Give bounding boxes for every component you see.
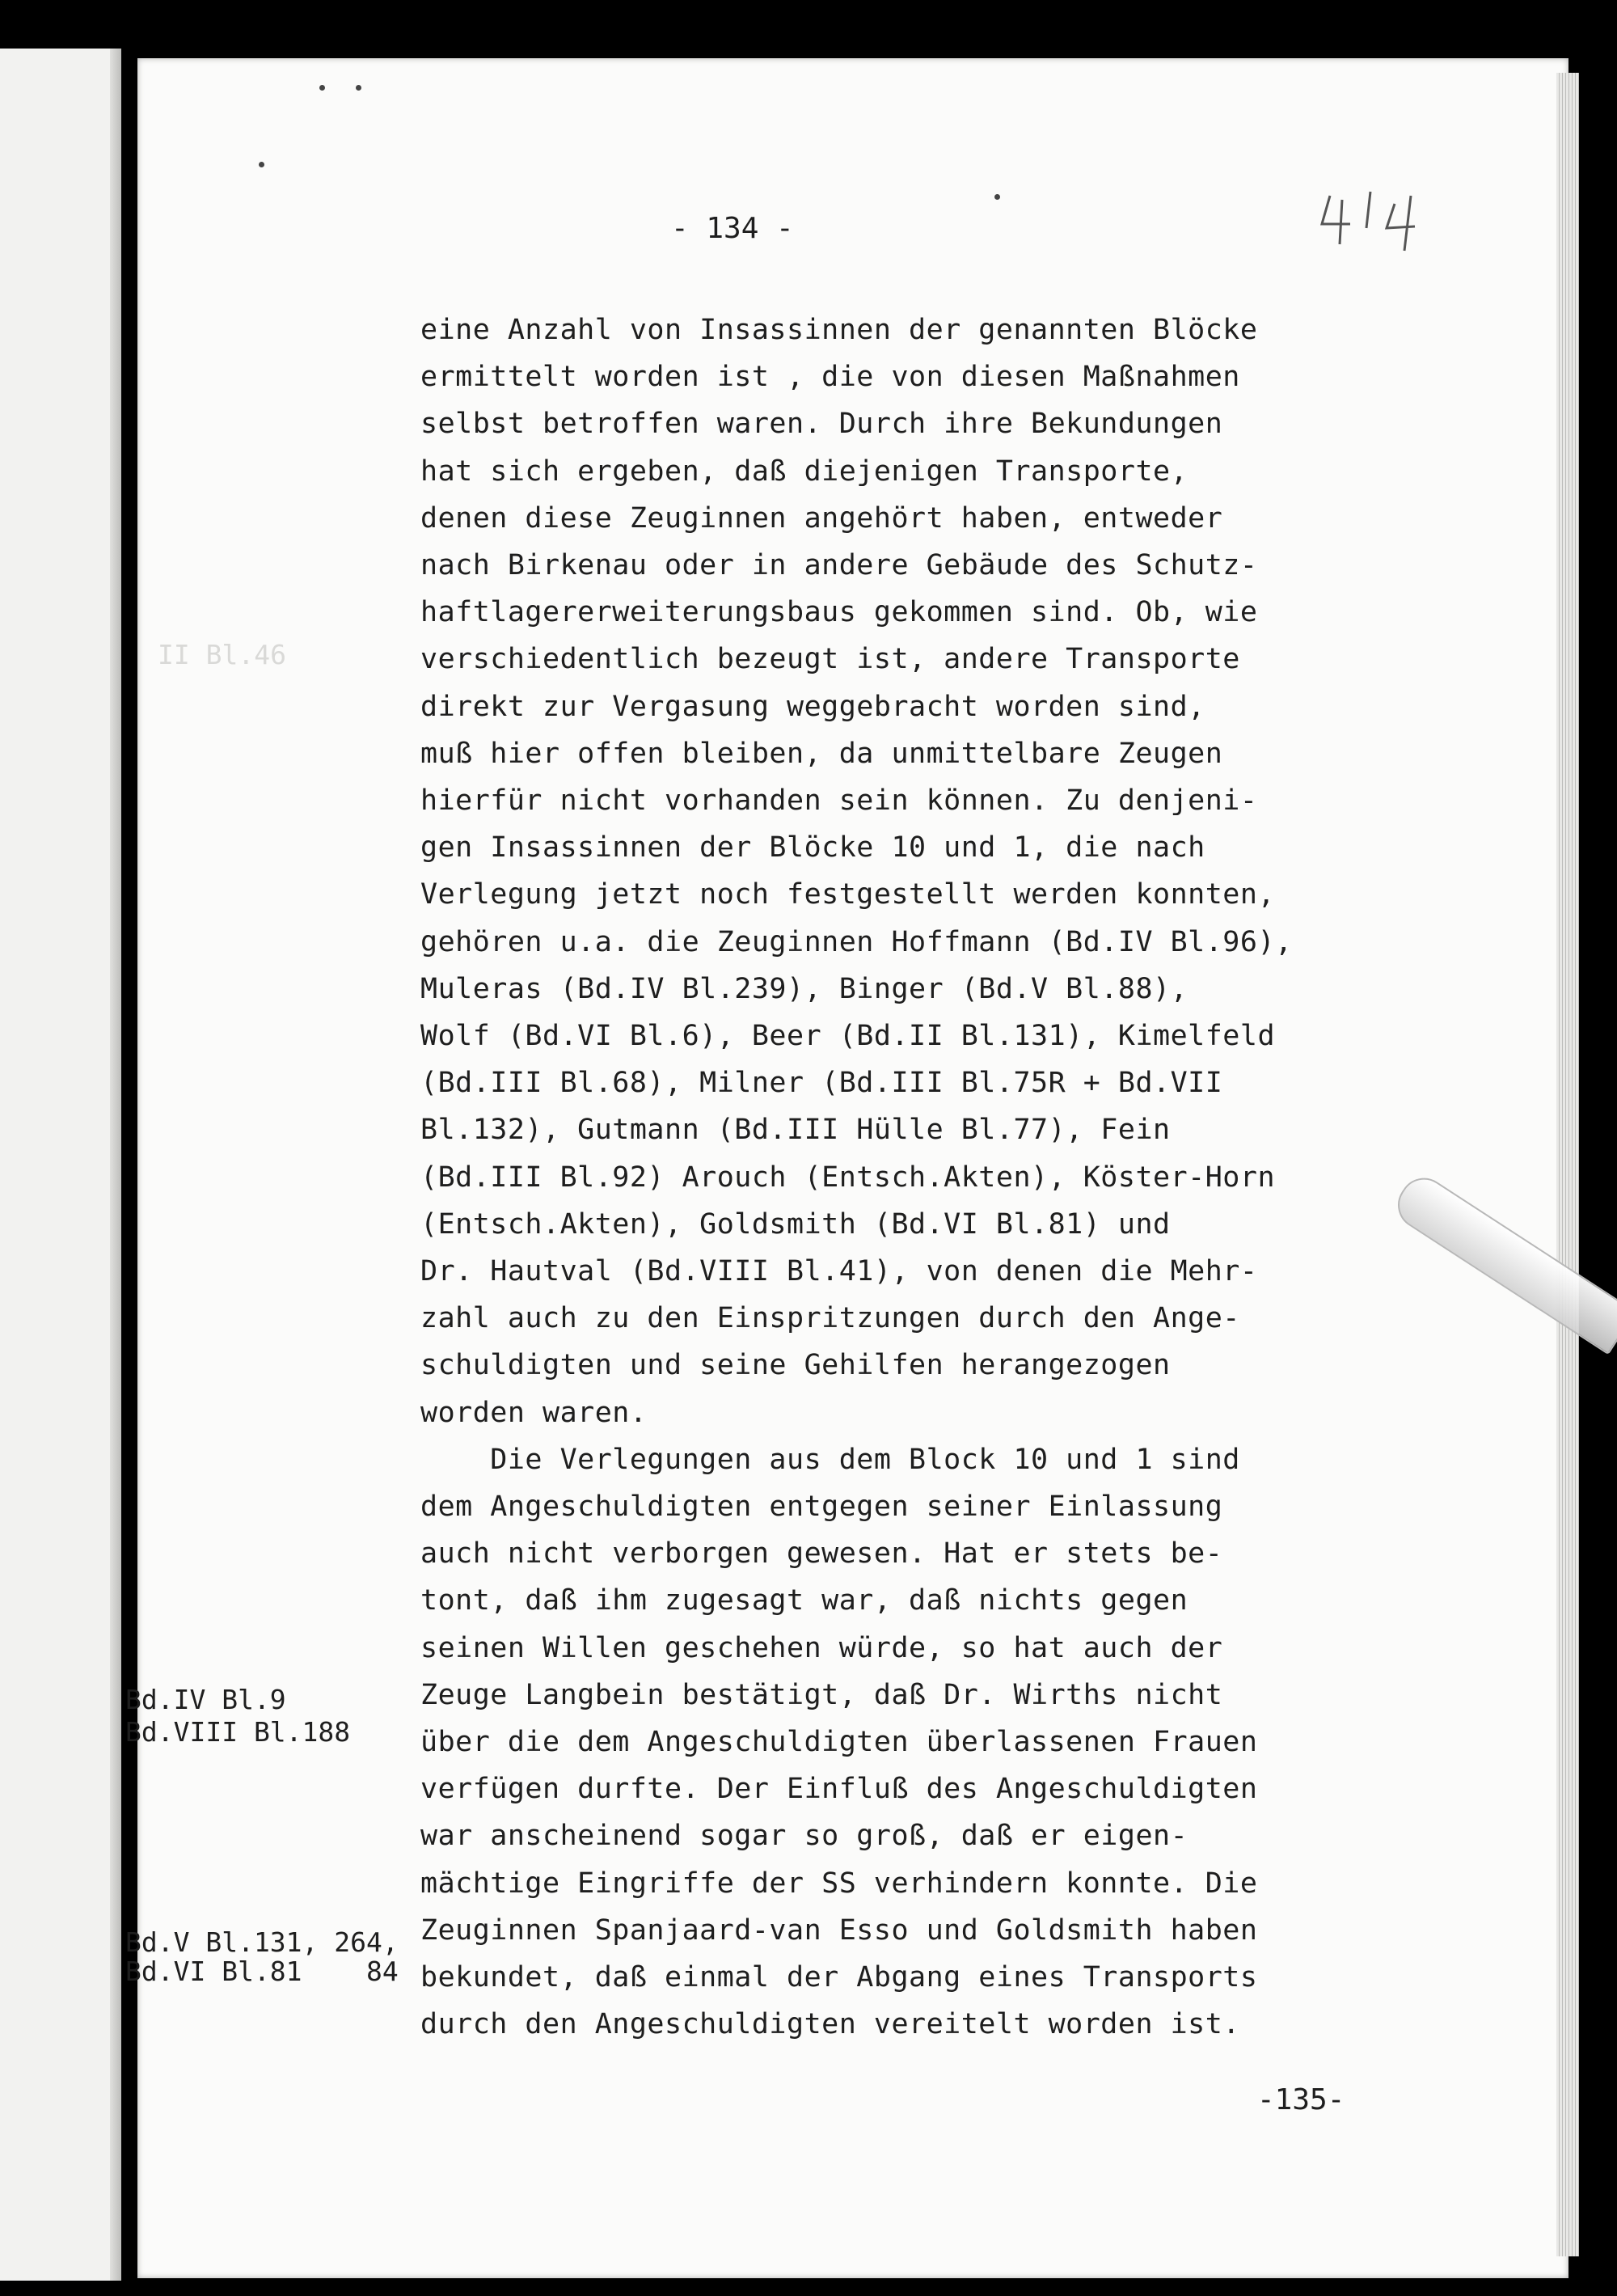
left-page-edge <box>0 49 121 2281</box>
text-line: (Entsch.Akten), Goldsmith (Bd.VI Bl.81) und <box>420 1207 1171 1241</box>
margin-note-2: Bd.VIII Bl.188 <box>125 1716 351 1748</box>
speck <box>356 85 361 91</box>
text-line: zahl auch zu den Einspritzungen durch den Ange- <box>420 1302 1240 1335</box>
text-line: mächtige Eingriffe der SS verhindern konnte. Die <box>420 1867 1258 1900</box>
text-line: gehören u.a. die Zeuginnen Hoffmann (Bd.IV Bl.96), <box>420 925 1293 958</box>
text-line: haftlagererweiterungsbaus gekommen sind. Ob, wie <box>420 596 1258 629</box>
text-line: verfügen durfte. Der Einfluß des Angeschuldigten <box>420 1773 1258 1806</box>
text-line: (Bd.III Bl.92) Arouch (Entsch.Akten), Köster-Horn <box>420 1161 1276 1194</box>
speck <box>319 85 325 91</box>
bleed-through-margin: II Bl.46 <box>158 639 286 670</box>
text-line: denen diese Zeuginnen angehört haben, entweder <box>420 501 1223 535</box>
speck <box>994 194 1000 200</box>
text-line: bekundet, daß einmal der Abgang eines Transports <box>420 1961 1258 1994</box>
margin-note-1: Bd.IV Bl.9 <box>125 1684 286 1715</box>
text-line: schuldigten und seine Gehilfen herangezogen <box>420 1349 1171 1382</box>
text-line: nach Birkenau oder in andere Gebäude des Schutz- <box>420 549 1258 581</box>
text-line: gen Insassinnen der Blöcke 10 und 1, die nach <box>420 831 1205 865</box>
text-line: auch nicht verborgen gewesen. Hat er stets be- <box>420 1537 1223 1571</box>
text-line: tont, daß ihm zugesagt war, daß nichts gegen <box>420 1584 1188 1617</box>
text-line: (Bd.III Bl.68), Milner (Bd.III Bl.75R + Bd.VII <box>420 1067 1223 1100</box>
text-line: durch den Angeschuldigten vereitelt worden ist. <box>420 2008 1240 2041</box>
archive-stamp-handwritten <box>1314 180 1435 252</box>
text-line: ermittelt worden ist , die von diesen Maßnahmen <box>420 361 1240 394</box>
text-line: über die dem Angeschuldigten überlassenen Frauen <box>420 1726 1258 1758</box>
text-line: direkt zur Vergasung weggebracht worden sind, <box>420 690 1205 723</box>
page-number: - 134 - <box>671 212 794 245</box>
text-line: Muleras (Bd.IV Bl.239), Binger (Bd.V Bl.88), <box>420 972 1188 1005</box>
text-line: war anscheinend sogar so groß, daß er eigen- <box>420 1820 1188 1853</box>
text-line: eine Anzahl von Insassinnen der genannten Blöcke <box>420 314 1258 346</box>
text-line: hat sich ergeben, daß diejenigen Transporte, <box>420 455 1188 488</box>
text-line: muß hier offen bleiben, da unmittelbare Zeugen <box>420 737 1223 770</box>
speck <box>259 162 264 167</box>
text-line: verschiedentlich bezeugt ist, andere Transporte <box>420 643 1240 676</box>
margin-note-4: Bd.VI Bl.81 84 <box>125 1956 399 1987</box>
text-line: dem Angeschuldigten entgegen seiner Einlassung <box>420 1490 1223 1523</box>
text-line: seinen Willen geschehen würde, so hat auch der <box>420 1631 1223 1664</box>
text-line: selbst betroffen waren. Durch ihre Bekundungen <box>420 408 1223 441</box>
text-line: Wolf (Bd.VI Bl.6), Beer (Bd.II Bl.131), Kimelfeld <box>420 1020 1276 1052</box>
text-line: Verlegung jetzt noch festgestellt werden konnten, <box>420 878 1276 911</box>
text-line: Dr. Hautval (Bd.VIII Bl.41), von denen die Mehr- <box>420 1255 1258 1288</box>
text-line: worden waren. <box>420 1396 648 1429</box>
next-page-marker: -135- <box>1257 2083 1345 2116</box>
text-line: Zeuginnen Spanjaard-van Esso und Goldsmith haben <box>420 1913 1258 1947</box>
margin-note-3: Bd.V Bl.131, 264, <box>125 1926 399 1958</box>
text-line: Bl.132), Gutmann (Bd.III Hülle Bl.77), Fein <box>420 1114 1171 1147</box>
text-line: Die Verlegungen aus dem Block 10 und 1 sind <box>420 1443 1240 1476</box>
text-line: Zeuge Langbein bestätigt, daß Dr. Wirths nicht <box>420 1678 1223 1711</box>
page-stack-edge <box>1556 73 1579 2256</box>
text-line: hierfür nicht vorhanden sein können. Zu denjeni- <box>420 784 1258 817</box>
